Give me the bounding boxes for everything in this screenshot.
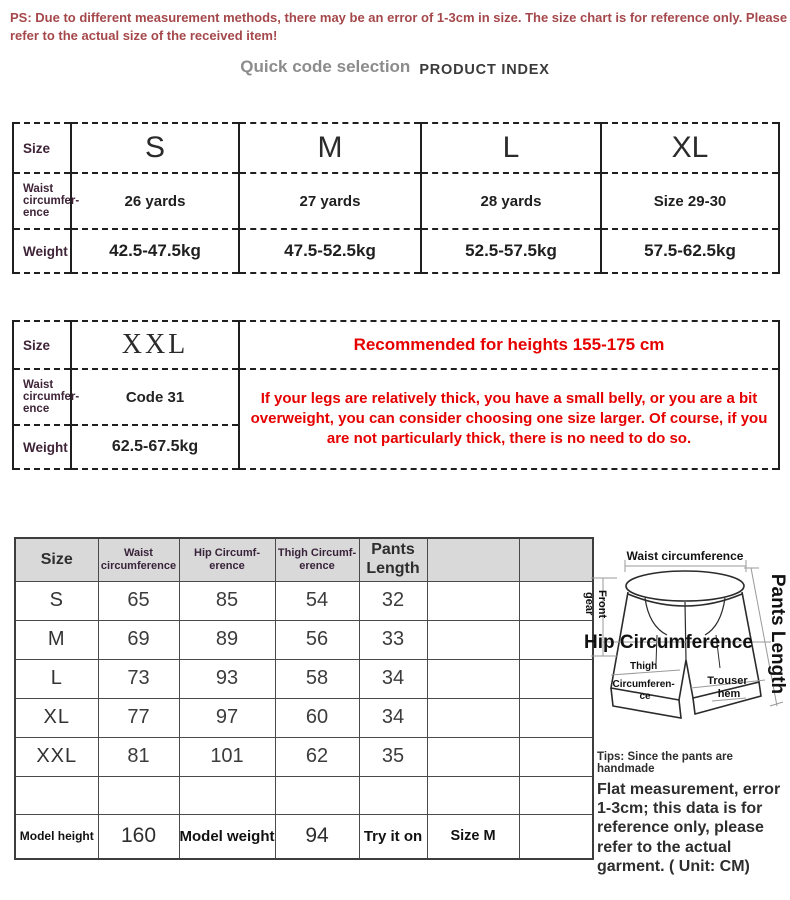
model-info-row [15,814,593,859]
table-cell: S [71,123,239,173]
table-cell: 62.5-67.5kg [71,425,239,469]
table-row [15,620,593,659]
table-cell: 52.5-57.5kg [421,229,601,273]
table-header-cell: Waist circumference [98,538,179,581]
table-cell [519,737,593,776]
table-cell: 27 yards [239,173,421,229]
table-header-cell: Pants Length [359,538,427,581]
table-row [15,581,593,620]
table-cell: Code 31 [71,369,239,425]
tips-measurement-note: Flat measurement, error 1-3cm; this data is for reference only, please refer to the actual garment. ( Unit: CM) [597,781,781,875]
table-row [15,698,593,737]
table-header-cell: Hip Circumf-erence [179,538,275,581]
table-cell: 69 [98,620,179,659]
table-cell: 93 [179,659,275,698]
table-cell [427,776,519,814]
page-title [0,57,790,78]
pants-length-label: Pants Length [767,573,788,695]
table-cell: 89 [179,620,275,659]
table-cell [519,814,593,859]
quick-size-table [12,122,780,274]
measurement-table [14,537,594,860]
table-row [13,229,779,273]
table-cell: M [239,123,421,173]
table-cell [427,620,519,659]
table-cell: XL [15,698,98,737]
table-cell: 35 [359,737,427,776]
table-cell [427,659,519,698]
table-cell [275,776,359,814]
table-cell [15,776,98,814]
table-row [13,321,779,369]
table-row [13,173,779,229]
table-cell: 56 [275,620,359,659]
table-cell: Size [13,123,71,173]
table-cell: 101 [179,737,275,776]
table-cell: 60 [275,698,359,737]
table-cell: Size M [427,814,519,859]
table-cell: 97 [179,698,275,737]
table-cell: 85 [179,581,275,620]
table-cell: 62 [275,737,359,776]
table-cell: 26 yards [71,173,239,229]
table-cell [519,776,593,814]
table-cell: 34 [359,698,427,737]
table-row [15,659,593,698]
table-cell: 94 [275,814,359,859]
height-recommendation: Recommended for heights 155-175 cm [239,321,779,369]
table-row [15,776,593,814]
table-cell: Waist circumfer-ence [13,173,71,229]
table-cell: 47.5-52.5kg [239,229,421,273]
table-cell: 34 [359,659,427,698]
table-row [15,737,593,776]
table-header-cell [519,538,593,581]
table-cell: 57.5-62.5kg [601,229,779,273]
trouser-hem-label: Trouser hem [707,675,748,700]
table-cell [98,776,179,814]
table-cell [427,698,519,737]
table-cell: Size [13,321,71,369]
table-cell [519,581,593,620]
shorts-measurement-diagram [583,538,788,752]
table-cell: 81 [98,737,179,776]
table-cell: 73 [98,659,179,698]
waist-label: Waist circumference [626,549,744,563]
table-cell: Model weight [179,814,275,859]
table-cell: XXL [15,737,98,776]
table-header-row [15,538,593,581]
table-cell: Model height [15,814,98,859]
table-cell: XXL [71,321,239,369]
table-cell: 33 [359,620,427,659]
table-cell: Weight [13,425,71,469]
table-cell [359,776,427,814]
table-cell: XL [601,123,779,173]
table-cell: 28 yards [421,173,601,229]
table-cell: L [421,123,601,173]
xxl-size-table [12,320,780,470]
table-cell [519,659,593,698]
tips-block [597,751,789,876]
thigh-label: Thigh Circumferen- ce [612,661,675,702]
table-cell: Waist circumfer-ence [13,369,71,425]
table-cell: 58 [275,659,359,698]
table-row [13,369,779,425]
table-cell: 42.5-47.5kg [71,229,239,273]
table-cell: Try it on [359,814,427,859]
table-cell [519,698,593,737]
table-cell: Weight [13,229,71,273]
table-cell [427,581,519,620]
table-cell: M [15,620,98,659]
measurement-disclaimer: PS: Due to different measurement methods, there may be an error of 1-3cm in size. The size chart is for reference only. Please refer to the actual size of the received item! [10,10,788,44]
page-title-primary: Quick code selection [240,57,411,76]
table-row [13,123,779,173]
page-title-secondary: PRODUCT INDEX [419,62,550,78]
table-cell: L [15,659,98,698]
table-header-cell: Thigh Circumf-erence [275,538,359,581]
table-cell: 54 [275,581,359,620]
table-cell: 32 [359,581,427,620]
table-header-cell: Size [15,538,98,581]
table-cell [179,776,275,814]
table-cell [427,737,519,776]
tips-handmade-note: Tips: Since the pants are handmade [597,751,733,775]
sizing-advice: If your legs are relatively thick, you have a small belly, or you are a bit overweight, you can consider choosing one size larger. Of course, if you are not particularly thick, there is no need to do so. [239,369,779,469]
front-gear-label: Front gear [583,590,608,619]
table-cell: 77 [98,698,179,737]
table-cell: 160 [98,814,179,859]
table-cell: 65 [98,581,179,620]
table-cell [519,620,593,659]
table-cell: Size 29-30 [601,173,779,229]
hip-label: Hip Circumference [584,632,753,653]
table-cell: S [15,581,98,620]
table-header-cell [427,538,519,581]
